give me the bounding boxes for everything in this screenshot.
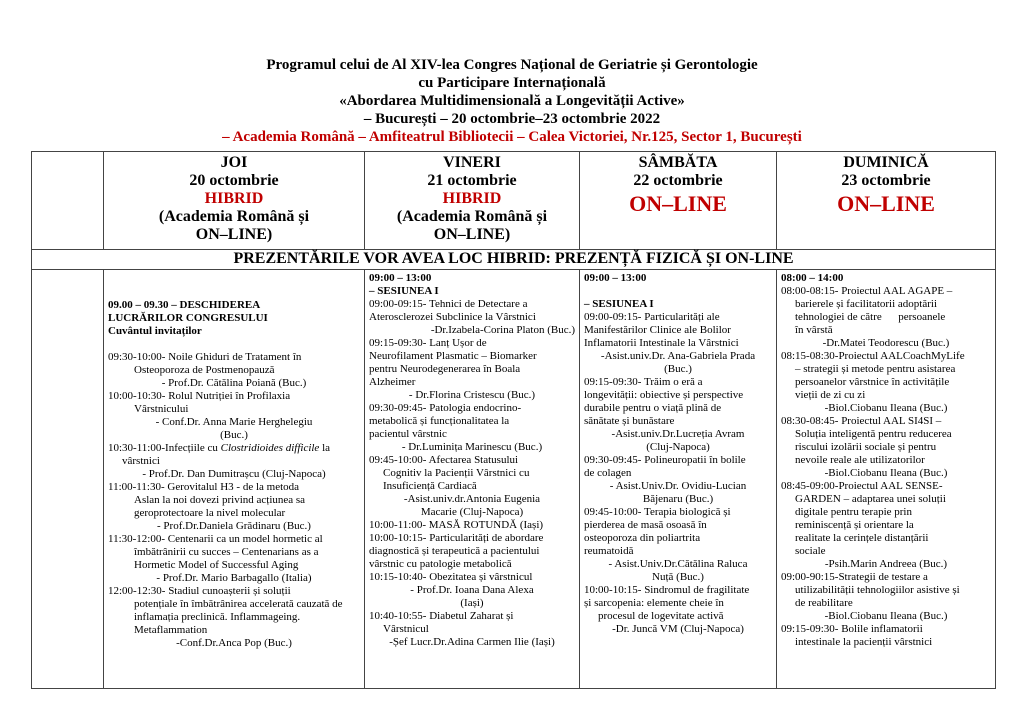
talk-title: tehnologiei de către persoanele: [795, 311, 946, 323]
talk-title: 09:15-09:30- Lanț Ușor de: [369, 337, 487, 349]
talk-title: reumatoidă: [584, 545, 634, 557]
day-mode: HIBRID: [204, 190, 264, 207]
talk-title: Metaflammation: [134, 624, 208, 636]
talk-title: barierele și facilitatorii adoptării: [795, 298, 938, 310]
talk-title: 10:00-10:15- Sindromul de fragilitate: [584, 584, 750, 596]
talk-title: de reabilitare: [795, 597, 853, 609]
talk-title: Inflamatorii Intestinale la Vârstnici: [584, 337, 739, 349]
talk-title: Hormetic Model of Successful Aging: [134, 559, 299, 571]
talk-speaker: -Șef Lucr.Dr.Adina Carmen Ilie (Iași): [389, 636, 555, 648]
talk-speaker: -Dr.Matei Teodorescu (Buc.): [822, 337, 950, 349]
talk-title: geroprotectoare la nivel molecular: [134, 507, 286, 519]
talk-title-part: 10:30-11:00-Infecțiile cu: [108, 442, 221, 454]
talk-title: procesul de logevitate activă: [598, 610, 724, 622]
talk-title: 08:15-08:30-Proiectul AALCoachMyLife: [781, 350, 965, 362]
talk-speaker: -Psih.Marin Andreea (Buc.): [824, 558, 948, 570]
talk-title: 09:45-10:00- Afectarea Statusului: [369, 454, 519, 466]
talk-title: reminiscență și orientare la: [795, 519, 914, 531]
talk-speaker: -Asist.univ.dr.Antonia Eugenia: [403, 493, 541, 505]
talk-speaker: - Asist.Univ.Dr. Ovidiu-Lucian: [609, 480, 747, 492]
day-mode: ON–LINE: [629, 191, 727, 216]
day-note: ON–LINE): [195, 226, 273, 243]
schedule-sambata: [580, 270, 777, 689]
talk-title: sănătate și bunăstare: [584, 415, 675, 427]
talk-speaker: -Conf.Dr.Anca Pop (Buc.): [176, 637, 292, 649]
day-header-joi: [104, 152, 365, 250]
talk-title: vieții de zi cu zi: [795, 389, 866, 401]
day-name: VINERI: [443, 154, 501, 171]
talk-title: Manifestărilor Clinice ale Bolilor: [584, 324, 731, 336]
empty-side-cell: [32, 270, 104, 689]
schedule-joi: [104, 270, 365, 689]
session-title: – SESIUNEA I: [584, 298, 654, 310]
talk-title: [108, 442, 360, 455]
talk-title: pacientul vârstnic: [369, 428, 447, 440]
talk-title: 09:30-09:45- Polineuropatii în bolile: [584, 454, 746, 466]
talk-title: digitale pentru terapie prin: [795, 506, 912, 518]
day-name: SÂMBĂTA: [638, 154, 718, 171]
talk-title: realitate la cerințele distanțării: [795, 532, 929, 544]
talk-speaker: - Prof.Dr. Cătălina Poiană (Buc.): [161, 377, 307, 389]
talk-speaker: - Prof.Dr. Dan Dumitrașcu (Cluj-Napoca): [142, 468, 326, 480]
talk-speaker: -Asist.univ.Dr. Ana-Gabriela Prada: [600, 350, 756, 362]
talk-title: persoanelor vârstnice în activitățile: [795, 376, 950, 388]
talk-title: pentru Neurodegenerarea în Boala: [369, 363, 521, 375]
talk-title: Cognitiv la Pacienții Vârstnici cu: [383, 467, 530, 479]
talk-title: vârstnic cu patologie metabolică: [369, 558, 512, 570]
talk-title: 08:30-08:45- Proiectul AAL SI4SI –: [781, 415, 942, 427]
talk-title: Vârstnicul: [383, 623, 429, 635]
day-name: DUMINICĂ: [843, 154, 929, 171]
talk-speaker: -Asist.univ.Dr.Lucreția Avram: [611, 428, 745, 440]
talk-title: GARDEN – adaptarea unei soluții: [795, 493, 946, 505]
talk-speaker: Nuță (Buc.): [652, 571, 704, 583]
hybrid-banner: PREZENTĂRILE VOR AVEA LOC HIBRID: PREZENȚĂ FIZICĂ ȘI ON-LINE: [32, 250, 996, 270]
day-date: 23 octombrie: [841, 172, 931, 189]
invited-speech: Cuvântul invitaților: [108, 325, 202, 337]
day-header-duminica: [777, 152, 996, 250]
talk-speaker: -Dr. Juncă VM (Cluj-Napoca): [612, 623, 744, 635]
banner-row: [32, 250, 996, 270]
talk-title: și sarcopenia: elemente cheie în: [584, 597, 724, 609]
day-date: 20 octombrie: [189, 172, 279, 189]
days-header-row: [32, 152, 996, 250]
talk-title: longevității: obiective și perspective: [584, 389, 744, 401]
talk-title: inflamația preclinică. Inflammageing.: [134, 611, 301, 623]
congress-venue: – Academia Română – Amfiteatrul Bibliotecii – Calea Victoriei, Nr.125, Sector 1, București: [222, 129, 802, 145]
talk-speaker: (Buc.): [664, 363, 692, 375]
talk-title: 10:15-10:40- Obezitatea și vârstnicul: [369, 571, 533, 583]
talk-title: 10:00-10:30- Rolul Nutriției în Profilaxia: [108, 390, 291, 402]
talk-title: Aterosclerozei Subclinice la Vârstnici: [369, 311, 536, 323]
day-note: (Academia Română și: [158, 208, 310, 225]
talk-title: potențiale în îmbătrânirea accelerată cauzată de: [134, 598, 343, 610]
talk-title: intestinale la pacienții vârstnici: [795, 636, 933, 648]
sessions-row: [32, 270, 996, 689]
talk-title: sociale: [795, 545, 826, 557]
talk-title: vârstnici: [122, 455, 160, 467]
talk-speaker: - Prof.Dr. Mario Barbagallo (Italia): [156, 572, 312, 584]
session-time: 09:00 – 13:00: [369, 272, 432, 284]
session-time: 08:00 – 14:00: [781, 272, 844, 284]
talk-title: 12:00-12:30- Stadiul cunoașterii și soluții: [108, 585, 291, 597]
talk-title: 09:15-09:30- Bolile inflamatorii: [781, 623, 923, 635]
talk-title: nevoile reale ale utilizatorilor: [795, 454, 925, 466]
talk-title: Vârstnicului: [134, 403, 189, 415]
talk-title: 09:45-10:00- Terapia biologică și: [584, 506, 731, 518]
talk-title: Neurofilament Plasmatic – Biomarker: [369, 350, 537, 362]
talk-title: 09:00-90:15-Strategii de testare a: [781, 571, 928, 583]
talk-title-part: la: [319, 442, 331, 454]
talk-title: utilizabilității tehnologiilor asistive și: [795, 584, 960, 596]
schedule-duminica: [777, 270, 996, 689]
day-note: (Academia Română și: [396, 208, 548, 225]
talk-speaker: Macarie (Cluj-Napoca): [420, 506, 524, 518]
talk-title: 11:00-11:30- Gerovitalul H3 - de la metoda: [108, 481, 300, 493]
talk-title: durabile pentru o viață plină de: [584, 402, 722, 414]
talk-speaker: -Dr.Izabela-Corina Platon (Buc.): [430, 324, 575, 336]
program-subtitle: cu Participare Internațională: [418, 75, 606, 91]
talk-speaker: - Dr.Florina Cristescu (Buc.): [408, 389, 536, 401]
talk-title: 10:00-10:15- Particularități de abordare: [369, 532, 544, 544]
talk-title: osteoporoza din poliartrita: [584, 532, 701, 544]
talk-speaker: -Biol.Ciobanu Ileana (Buc.): [824, 402, 948, 414]
talk-title-italic: Clostridioides difficile: [220, 442, 320, 454]
talk-title: 09:00-09:15- Particularități ale: [584, 311, 720, 323]
talk-title: 08:00-08:15- Proiectul AAL AGAPE –: [781, 285, 953, 297]
round-table: 10:00-11:00- MASĂ ROTUNDĂ (Iași): [369, 519, 544, 531]
talk-title: metabolică și funcționalitatea la: [369, 415, 510, 427]
day-mode: HIBRID: [442, 190, 502, 207]
congress-theme: «Abordarea Multidimensională a Longevității Active»: [339, 93, 685, 109]
talk-title: 09:00-09:15- Tehnici de Detectare a: [369, 298, 528, 310]
talk-title: de colagen: [584, 467, 632, 479]
talk-speaker: -Biol.Ciobanu Ileana (Buc.): [824, 467, 948, 479]
talk-speaker: (Cluj-Napoca): [646, 441, 710, 453]
talk-speaker: - Prof.Dr.Daniela Grădinaru (Buc.): [157, 520, 311, 532]
empty-corner-cell: [32, 152, 104, 250]
talk-title: 09:15-09:30- Trăim o eră a: [584, 376, 703, 388]
program-title: Programul celui de Al XIV-lea Congres Național de Geriatrie și Gerontologie: [266, 57, 758, 73]
program-table: [31, 151, 996, 689]
talk-title: 09:30-09:45- Patologia endocrino-: [369, 402, 522, 414]
talk-speaker: - Conf.Dr. Anna Marie Herghelegiu: [155, 416, 313, 428]
congress-dates: – București – 20 octombrie–23 octombrie 2022: [363, 111, 661, 127]
opening-title: LUCRĂRILOR CONGRESULUI: [108, 312, 268, 324]
talk-title: Alzheimer: [369, 376, 416, 388]
talk-title: riscului izolării sociale și pentru: [795, 441, 937, 453]
talk-speaker: - Asist.Univ.Dr.Cătălina Raluca: [608, 558, 748, 570]
talk-speaker: Băjenaru (Buc.): [642, 493, 714, 505]
session-time: 09:00 – 13:00: [584, 272, 647, 284]
session-title: – SESIUNEA I: [369, 285, 439, 297]
opening-title: 09.00 – 09.30 – DESCHIDEREA: [108, 299, 261, 311]
talk-title: 11:30-12:00- Centenarii ca un model hormetic al: [108, 533, 323, 545]
day-header-sambata: [580, 152, 777, 250]
day-header-vineri: [365, 152, 580, 250]
day-date: 21 octombrie: [427, 172, 517, 189]
talk-title: Aslan la noi dovezi privind acțiunea sa: [134, 494, 306, 506]
talk-speaker: - Dr.Luminița Marinescu (Buc.): [401, 441, 543, 453]
talk-title: în vârstă: [795, 324, 833, 336]
schedule-vineri: [365, 270, 580, 689]
talk-title: – strategii și metode pentru asistarea: [795, 363, 956, 375]
talk-title: 08:45-09:00-Proiectul AAL SENSE-: [781, 480, 943, 492]
talk-speaker: -Biol.Ciobanu Ileana (Buc.): [824, 610, 948, 622]
day-date: 22 octombrie: [633, 172, 723, 189]
talk-title: pierderea de masă osoasă în: [584, 519, 707, 531]
talk-title: Osteoporoza de Postmenopauză: [134, 364, 275, 376]
talk-speaker: (Buc.): [220, 429, 248, 441]
talk-title: diagnostică și terapeutică a pacientului: [369, 545, 540, 557]
day-mode: ON–LINE: [837, 191, 935, 216]
talk-speaker: - Prof.Dr. Ioana Dana Alexa: [410, 584, 534, 596]
day-note: ON–LINE): [433, 226, 511, 243]
talk-title: 10:40-10:55- Diabetul Zaharat și: [369, 610, 514, 622]
talk-speaker: (Iași): [460, 597, 484, 609]
day-name: JOI: [220, 154, 248, 171]
talk-title: Insuficiență Cardiacă: [383, 480, 477, 492]
talk-title: Soluția inteligentă pentru reducerea: [795, 428, 952, 440]
talk-title: îmbătrânirii cu succes – Centenarians as a: [134, 546, 319, 558]
talk-title: 09:30-10:00- Noile Ghiduri de Tratament în: [108, 351, 302, 363]
